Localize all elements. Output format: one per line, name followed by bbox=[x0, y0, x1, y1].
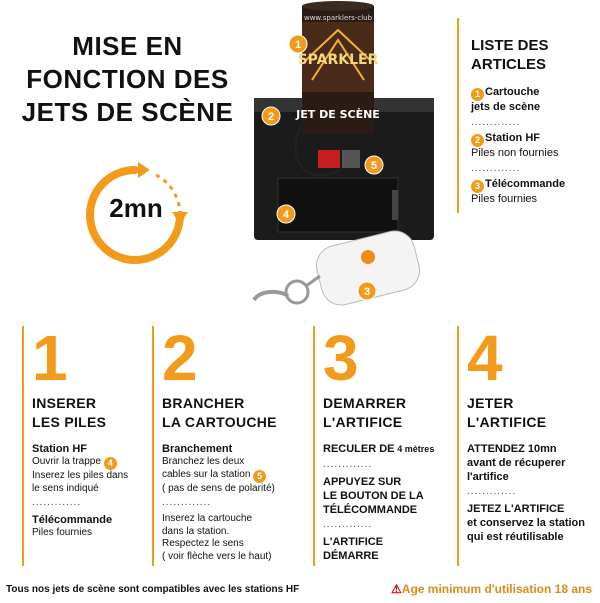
step-number: 1 bbox=[32, 322, 68, 394]
body-line: Inserez les piles dans bbox=[32, 470, 129, 481]
step-title-line-1: BRANCHER bbox=[162, 395, 245, 411]
step-number: 3 bbox=[323, 322, 359, 394]
step-title-line-1: JETER bbox=[467, 395, 514, 411]
body-line: Piles fournies bbox=[32, 527, 93, 538]
block-head: Station HF bbox=[32, 443, 87, 455]
number-badge: 3 bbox=[471, 180, 484, 193]
step-2 bbox=[152, 322, 308, 566]
step-title-line-2: L'ARTIFICE bbox=[323, 414, 403, 430]
step-title-line-2: LA CARTOUCHE bbox=[162, 414, 277, 430]
separator: ............. bbox=[471, 117, 521, 128]
list-title bbox=[471, 36, 597, 74]
step-body bbox=[323, 442, 453, 563]
body-line-bold: avant de récuperer bbox=[467, 457, 566, 469]
body-line-bold: APPUYEZ SUR bbox=[323, 475, 402, 488]
step-number: 2 bbox=[162, 322, 198, 394]
body-line-bold: JETEZ L'ARTIFICE bbox=[467, 503, 565, 515]
step-title bbox=[323, 394, 453, 432]
separator: ............. bbox=[32, 497, 82, 508]
body-line-bold: TÉLÉCOMMANDE bbox=[323, 503, 418, 516]
separator: ............. bbox=[471, 163, 521, 174]
step-number: 4 bbox=[467, 322, 503, 394]
step-title-line-2: L'ARTIFICE bbox=[467, 414, 547, 430]
body-line: Respectez le sens bbox=[162, 538, 244, 549]
step-title bbox=[162, 394, 308, 432]
separator: ............. bbox=[467, 486, 517, 497]
article-list bbox=[457, 18, 597, 213]
step-title-line-1: INSERER bbox=[32, 395, 97, 411]
age-warning-text: Age minimum d'utilisation 18 ans bbox=[401, 582, 592, 596]
timer-label: 2mn bbox=[109, 193, 163, 223]
step-1 bbox=[22, 322, 152, 566]
block-head: Télécommande bbox=[32, 514, 113, 526]
product-image bbox=[240, 0, 460, 330]
step-3 bbox=[313, 322, 453, 566]
marker-2: 2 bbox=[267, 111, 275, 123]
body-line: Branchez les deux bbox=[162, 456, 245, 467]
list-item-head: Télécommande bbox=[485, 178, 566, 190]
marker-1: 1 bbox=[294, 39, 302, 51]
list-item-head: Station HF bbox=[485, 132, 540, 144]
separator: ............. bbox=[323, 518, 373, 530]
body-line: ( pas de sens de polarité) bbox=[162, 482, 275, 494]
body-line: cables sur la station bbox=[162, 468, 251, 480]
warning-icon: ⚠ bbox=[391, 582, 402, 596]
block-head: Branchement bbox=[162, 443, 233, 455]
body-line-bold: LE BOUTON DE LA bbox=[323, 489, 424, 502]
marker-5: 5 bbox=[370, 160, 378, 172]
body-line: ( voir flèche vers le haut) bbox=[162, 550, 272, 562]
separator: ............. bbox=[323, 458, 373, 470]
body-line-bold: L'ARTIFICE bbox=[323, 535, 384, 548]
body-line: Inserez la cartouche bbox=[162, 513, 253, 524]
step-4 bbox=[457, 322, 597, 566]
step-title-line-2: LES PILES bbox=[32, 414, 107, 430]
body-line-bold: l'artifice bbox=[467, 471, 509, 483]
list-title-line-1: LISTE DES bbox=[471, 37, 549, 54]
marker-3: 3 bbox=[363, 286, 371, 298]
step-title bbox=[467, 394, 597, 432]
body-line: dans la station. bbox=[162, 525, 230, 537]
list-item bbox=[471, 178, 597, 206]
body-line-bold: et conservez la station bbox=[467, 517, 585, 529]
list-item-sub: Piles non fournies bbox=[471, 147, 559, 159]
body-line-bold: ATTENDEZ 10mn bbox=[467, 443, 557, 455]
number-badge: 2 bbox=[471, 134, 484, 147]
number-badge: 4 bbox=[104, 457, 117, 470]
body-line-bold: qui est réutilisable bbox=[467, 531, 564, 543]
step-body bbox=[162, 442, 308, 563]
body-line: 4 mètres bbox=[397, 444, 435, 454]
title-line-2: FONCTION DES bbox=[26, 64, 229, 94]
body-line: Ouvrir la trappe bbox=[32, 456, 101, 467]
list-item-sub: jets de scène bbox=[471, 101, 541, 113]
title-line-1: MISE EN bbox=[72, 31, 183, 61]
step-body bbox=[467, 442, 597, 544]
can-url: www.sparklers-club bbox=[303, 14, 373, 22]
separator: ............. bbox=[162, 497, 212, 508]
can-label: JET DE SCÈNE bbox=[296, 108, 380, 121]
step-title bbox=[32, 394, 152, 432]
title-line-3: JETS DE SCÈNE bbox=[21, 97, 234, 127]
list-item-head: Cartouche bbox=[485, 86, 540, 98]
number-badge: 5 bbox=[253, 470, 266, 483]
body-line-bold: RECULER DE bbox=[323, 443, 395, 455]
step-title-line-1: DEMARRER bbox=[323, 395, 407, 411]
marker-4: 4 bbox=[282, 209, 290, 221]
list-item-sub: Piles fournies bbox=[471, 193, 538, 205]
step-body bbox=[32, 442, 152, 540]
page-title bbox=[10, 30, 245, 129]
compatibility-note: Tous nos jets de scène sont compatibles avec les stations HF bbox=[6, 584, 300, 595]
list-title-line-2: ARTICLES bbox=[471, 56, 546, 73]
can-brand: SPARKLER bbox=[297, 52, 379, 68]
body-line-bold: DÉMARRE bbox=[323, 549, 379, 562]
age-warning bbox=[391, 582, 592, 596]
body-line: le sens indiqué bbox=[32, 482, 99, 494]
list-item bbox=[471, 132, 597, 160]
number-badge: 1 bbox=[471, 88, 484, 101]
list-item bbox=[471, 86, 597, 114]
